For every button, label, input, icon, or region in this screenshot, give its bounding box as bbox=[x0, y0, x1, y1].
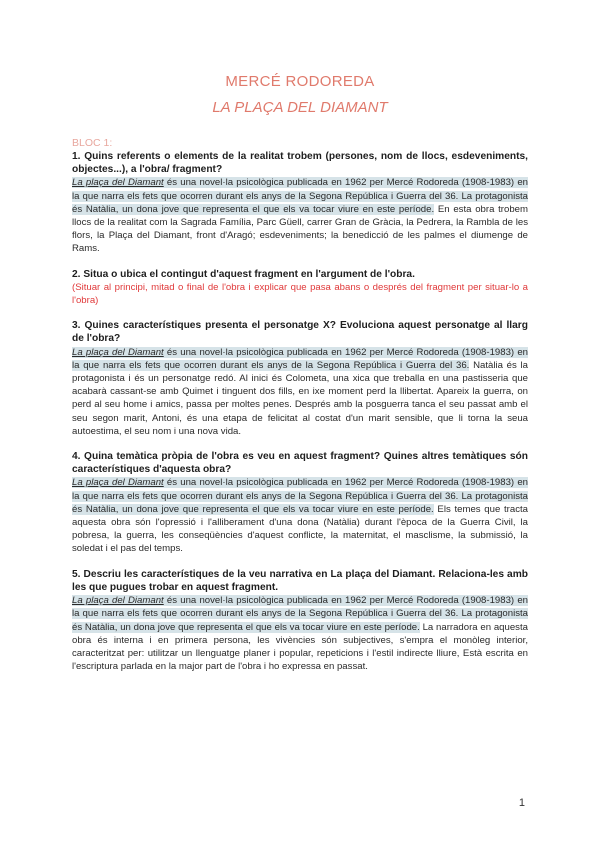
section-4 bbox=[72, 450, 528, 556]
answer-3 bbox=[72, 346, 528, 438]
section-2 bbox=[72, 268, 528, 308]
intro-tail: La protagonista és Natàlia, un dona jove que representa el que els va tocar viure en este període. bbox=[72, 190, 529, 215]
instruction-note: (Situar al principi, mitad o final de l'obra i explicar que pasa abans o després del fragment per situar-lo a l'obra) bbox=[72, 281, 528, 307]
section-1 bbox=[72, 150, 528, 256]
title-block bbox=[72, 72, 528, 118]
question-2: 2. Situa o ubica el contingut d'aquest fragment en l'argument de l'obra. bbox=[72, 268, 415, 280]
answer-4-text: Els temes que tracta aquesta obra són l'opressió i l'alliberament d'una dona (Natàlia) durant l'època de la Guerra Civil, la pobresa, la guerra, les conseqüències d'aquest conflicte, la maternitat, el masclisme, la submissió, la soledat i el pas del temps. bbox=[72, 503, 528, 555]
answer-3-text: Natàlia és la protagonista i és un personatge redó. Al inici és Colometa, una xica que treballa en una pastisseria que acabarà cassant-se amb Quimet i tinguent dos fills, en ixe moment perd la llibertat. Apareix la guerra, on perd al seu home i amics, passa per moltes penes. Després amb la posguerra tanca el seu passat amb el seu segon marit, Antoni, és una etapa de felicitat al costat d'un marit sensible, que li torna la seua autoestima, el seu nom i una nova vida. bbox=[72, 359, 529, 437]
intro-text: és una novel·la psicològica publicada en 1962 per Mercé Rodoreda (1908-1983) en la que narra els fets que ocorren durant els anys de la Segona República i Guerra del 36. bbox=[72, 595, 528, 620]
intro-text: és una novel·la psicològica publicada en 1962 per Mercé Rodoreda (1908-1983) en la que narra els fets que ocorren durant els anys de la Segona República i Guerra del 36. bbox=[72, 477, 528, 502]
author-heading: MERCÉ RODOREDA bbox=[225, 73, 375, 90]
question-5: 5. Descriu les característiques de la veu narrativa en La plaça del Diamant. Relaciona-les amb les que pugues trobar en aquest fragment. bbox=[72, 568, 528, 593]
bloc-label: BLOC 1: bbox=[72, 137, 113, 149]
answer-4 bbox=[72, 476, 528, 555]
question-3: 3. Quines característiques presenta el personatge X? Evoluciona aquest personatge al llarg de l'obra? bbox=[72, 320, 528, 345]
section-5 bbox=[72, 568, 528, 674]
answer-5-text: La narradora en aquesta obra és interna i en primera persona, les vivències són subjectives, s'empra el monòleg interior, caracteritzat per: utilitzar un llenguatge planer i popular, repeticions i l'estil indirecte lliure, Està escrita en l'escriptura parlada en la major part de l'obra i ho expressa en passat. bbox=[72, 621, 528, 673]
section-3 bbox=[72, 319, 528, 438]
intro-book-title: La plaça del Diamant bbox=[72, 346, 164, 358]
intro-tail: La protagonista és Natàlia, un dona jove que representa el que els va tocar viure en este període. bbox=[72, 608, 529, 633]
intro-text: és una novel·la psicològica publicada en 1962 per Mercé Rodoreda (1908-1983) en la que narra els fets que ocorren durant els anys de la Segona República i Guerra del 36. bbox=[72, 346, 528, 371]
question-1: 1. Quins referents o elements de la realitat trobem (persones, nom de llocs, esdeveniments, objectes...), a l'obra/ fragment? bbox=[72, 151, 528, 176]
intro-book-title: La plaça del Diamant bbox=[72, 477, 164, 489]
answer-1 bbox=[72, 176, 528, 255]
book-title: LA PLAÇA DEL DIAMANT bbox=[212, 99, 388, 116]
intro-book-title: La plaça del Diamant bbox=[72, 595, 164, 607]
answer-1-text: En esta obra trobem llocs de la realitat com la Sagrada Família, Parc Güell, carrer Gran de Gràcia, la Pedrera, la Rambla de les flors, la Plaça del Diamant, front d'Aragó; esdeveniments; la benedicció de les palmes el diumenge de Rams. bbox=[72, 203, 528, 255]
intro-text: és una novel·la psicològica publicada en 1962 per Mercé Rodoreda (1908-1983) en la que narra els fets que ocorren durant els anys de la Segona República i Guerra del 36. bbox=[72, 177, 528, 202]
question-4: 4. Quina temàtica pròpia de l'obra es veu en aquest fragment? Quines altres temàtiques són característiques d'aquesta obra? bbox=[72, 451, 528, 476]
intro-book-title: La plaça del Diamant bbox=[72, 177, 164, 189]
page-number: 1 bbox=[518, 797, 525, 809]
answer-5 bbox=[72, 594, 528, 673]
intro-tail: La protagonista és Natàlia, un dona jove que representa el que els va tocar viure en este període. bbox=[72, 490, 529, 515]
document-page bbox=[72, 0, 528, 673]
